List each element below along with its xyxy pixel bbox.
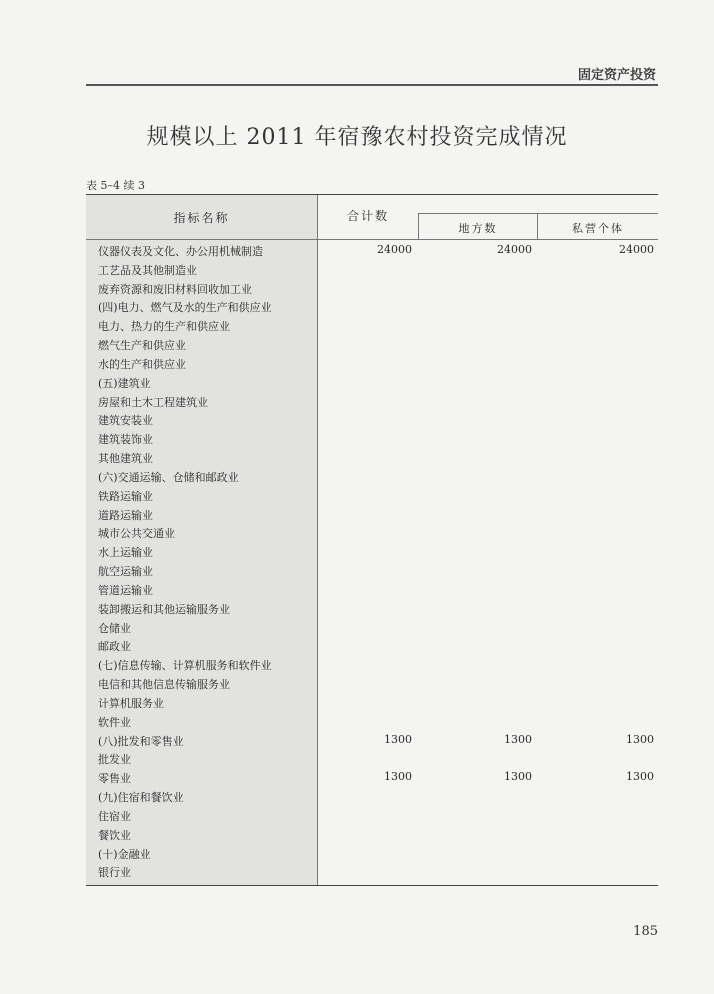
- row-name: 铁路运输业: [98, 489, 153, 503]
- column-header-name: 指标名称: [173, 211, 230, 225]
- table-row: [86, 261, 658, 280]
- row-name: (十)金融业: [98, 847, 151, 861]
- row-total: 1300: [384, 732, 412, 746]
- table-row: [86, 694, 658, 713]
- table-row: [86, 581, 658, 600]
- table-row: [86, 637, 658, 656]
- row-name: 零售业: [98, 772, 131, 786]
- row-name: 邮政业: [98, 640, 131, 654]
- row-name: 计算机服务业: [98, 696, 164, 710]
- table-row: [86, 487, 658, 506]
- row-total: 24000: [377, 243, 412, 256]
- table-row: [86, 600, 658, 619]
- row-local: 1300: [504, 770, 532, 784]
- row-name: 电力、热力的生产和供应业: [98, 320, 230, 334]
- row-name: 仓储业: [98, 621, 131, 635]
- page-title: 规模以上 2011 年宿豫农村投资完成情况: [146, 125, 568, 150]
- row-name: 装卸搬运和其他运输服务业: [98, 602, 230, 616]
- table-row: [86, 393, 658, 412]
- row-name: (七)信息传输、计算机服务和软件业: [98, 659, 272, 673]
- row-name: 批发业: [98, 753, 131, 767]
- table-row: [86, 430, 658, 449]
- column-header-private: 私营个体: [572, 222, 624, 235]
- row-name: (四)电力、燃气及水的生产和供应业: [98, 301, 272, 315]
- row-private: 1300: [626, 732, 654, 746]
- row-name: (六)交通运输、仓储和邮政业: [98, 470, 239, 484]
- table-row: [86, 656, 658, 675]
- table-row: [86, 769, 658, 788]
- table-row: [86, 336, 658, 355]
- table-row: [86, 524, 658, 543]
- table-row: [86, 317, 658, 336]
- table-row: [86, 411, 658, 430]
- row-name: 其他建筑业: [98, 452, 153, 466]
- row-name: 燃气生产和供应业: [98, 339, 186, 353]
- page-number: 185: [633, 924, 658, 939]
- table-label: 表 5–4 续 3: [86, 179, 145, 192]
- row-name: 房屋和土木工程建筑业: [98, 395, 208, 409]
- row-name: 建筑装饰业: [98, 433, 153, 447]
- row-name: 建筑安装业: [98, 414, 153, 428]
- table-row: [86, 675, 658, 694]
- row-name: 银行业: [98, 866, 131, 880]
- row-name: (八)批发和零售业: [98, 734, 184, 748]
- row-private: 1300: [626, 770, 654, 784]
- table-row: [86, 619, 658, 638]
- table-row: [86, 807, 658, 826]
- table-row: [86, 750, 658, 769]
- row-name: 工艺品及其他制造业: [98, 263, 197, 277]
- table-row: [86, 826, 658, 845]
- column-header-local: 地方数: [458, 222, 498, 235]
- subheader-group: [418, 213, 658, 240]
- row-name: 道路运输业: [98, 508, 153, 522]
- row-name: 仪器仪表及文化、办公用机械制造: [98, 245, 263, 258]
- row-local: 24000: [497, 243, 532, 256]
- row-name: 住宿业: [98, 809, 131, 823]
- table-row: [86, 280, 658, 299]
- table-body: [86, 242, 658, 882]
- row-name: 水的生产和供应业: [98, 357, 186, 371]
- table-row: [86, 562, 658, 581]
- table-row: [86, 449, 658, 468]
- column-header-total: 合计数: [346, 209, 389, 223]
- row-name: 废弃资源和废旧材料回收加工业: [98, 282, 252, 296]
- table-row: [86, 543, 658, 562]
- header-rule: [86, 84, 658, 86]
- row-total: 1300: [384, 770, 412, 784]
- table-row: [86, 788, 658, 807]
- row-name: 管道运输业: [98, 583, 153, 597]
- table-row: [86, 242, 658, 261]
- row-name: 软件业: [98, 715, 131, 729]
- table-row: [86, 845, 658, 864]
- row-private: 24000: [619, 243, 654, 256]
- row-name: 餐饮业: [98, 828, 131, 842]
- row-name: (九)住宿和餐饮业: [98, 791, 184, 805]
- table-row: [86, 468, 658, 487]
- table-row: [86, 298, 658, 317]
- row-name: 城市公共交通业: [98, 527, 175, 541]
- table-row: [86, 713, 658, 732]
- row-name: 水上运输业: [98, 546, 153, 560]
- table-row: [86, 732, 658, 751]
- table-row: [86, 506, 658, 525]
- table-row: [86, 374, 658, 393]
- table-row: [86, 355, 658, 374]
- row-local: 1300: [504, 732, 532, 746]
- data-table: [86, 194, 658, 886]
- row-name: (五)建筑业: [98, 376, 151, 390]
- row-name: 航空运输业: [98, 565, 153, 579]
- section-header: 固定资产投资: [577, 68, 656, 83]
- row-name: 电信和其他信息传输服务业: [98, 678, 230, 692]
- table-row: [86, 863, 658, 882]
